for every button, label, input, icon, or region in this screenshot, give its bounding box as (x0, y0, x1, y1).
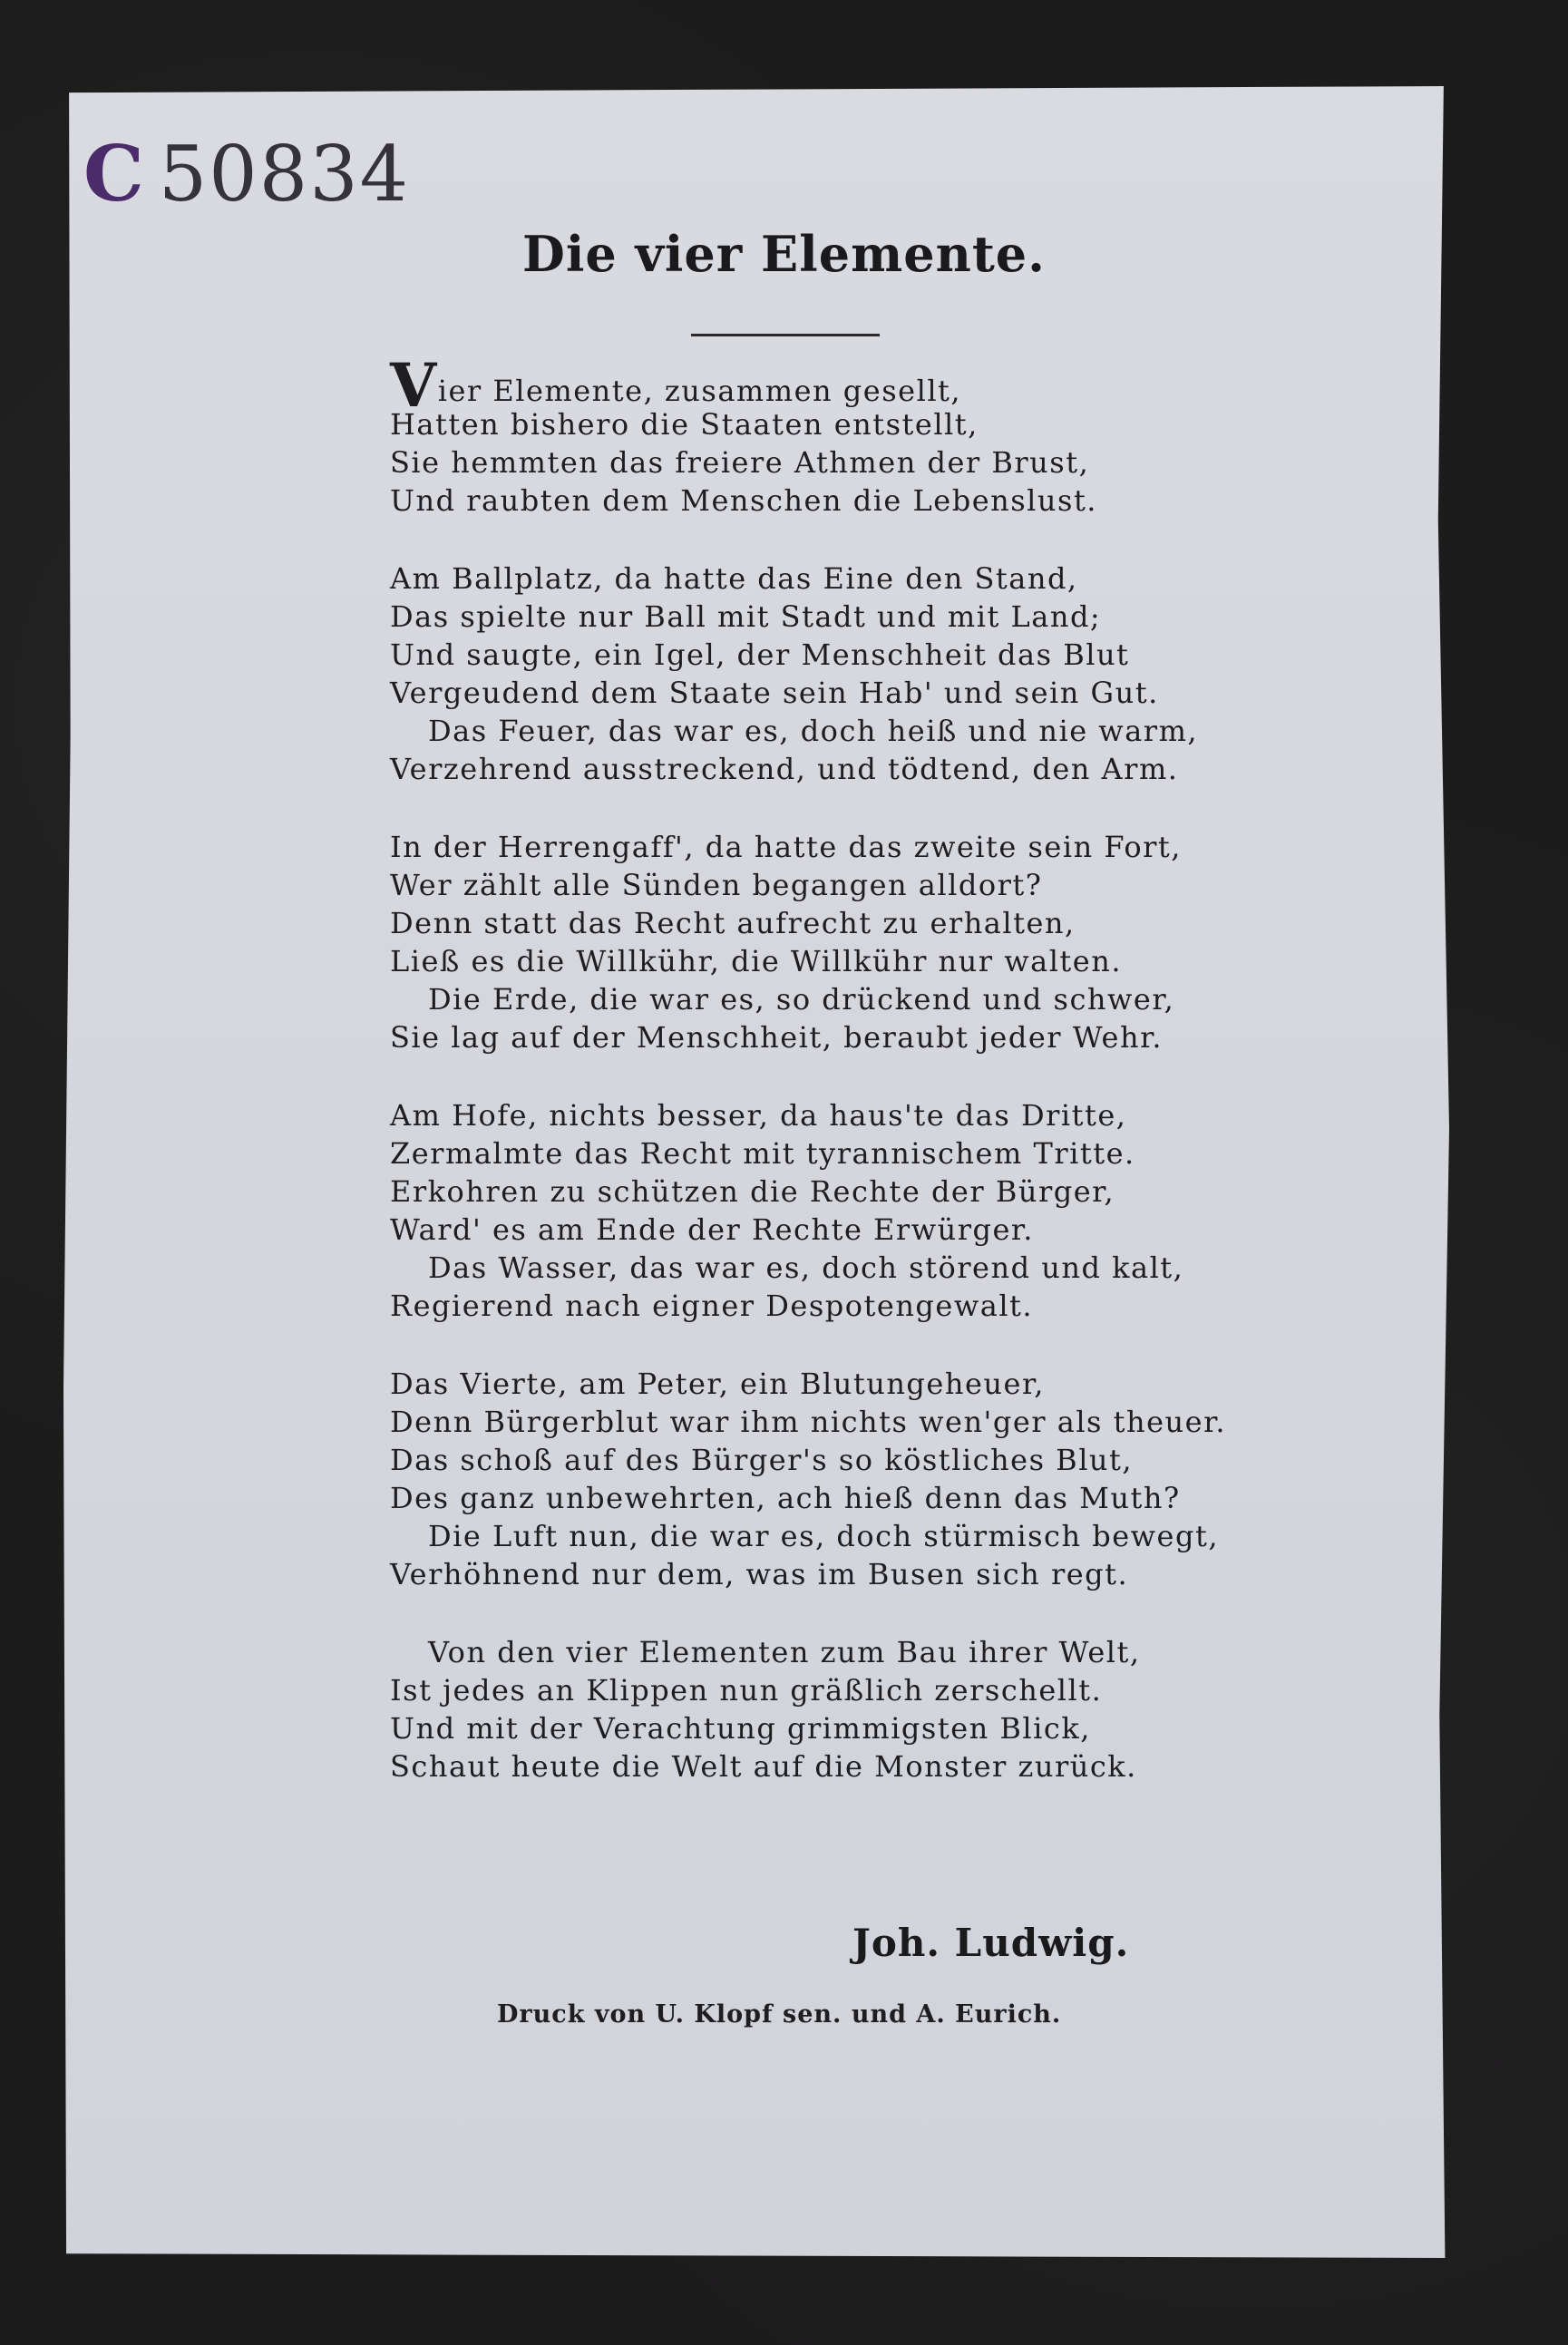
poem-line: Ist jedes an Klippen nun gräßlich zerschellt. (390, 1673, 1103, 1708)
poem-line: Und mit der Verachtung grimmigsten Blick, (390, 1711, 1091, 1746)
stanza-6 (390, 1633, 1297, 1786)
stanza-3 (390, 828, 1297, 1056)
printer-imprint: Druck von U. Klopf sen. und A. Eurich. (497, 2000, 1062, 2029)
poem-line: Am Ballplatz, da hatte das Eine den Stand, (390, 561, 1078, 596)
poem-line: Erkohren zu schützen die Rechte der Bürger, (390, 1174, 1115, 1209)
poem-line-text: ier Elemente, zusammen gesellt, (437, 374, 962, 408)
poem-line: Denn Bürgerblut war ihm nichts wen'ger als theuer. (390, 1405, 1227, 1439)
poem-line: In der Herrengaff', da hatte das zweite sein Fort, (390, 830, 1182, 864)
poem-line: Von den vier Elementen zum Bau ihrer Welt, (428, 1635, 1141, 1669)
poem-line: Denn statt das Recht aufrecht zu erhalten, (390, 906, 1076, 940)
poem-line: Zermalmte das Recht mit tyrannischem Tritte. (390, 1136, 1135, 1171)
drop-cap: V (390, 350, 438, 421)
poem-line: Hatten bishero die Staaten entstellt, (390, 407, 979, 442)
poem-line: Sie hemmten das freiere Athmen der Brust, (390, 445, 1090, 480)
stanza-2 (390, 559, 1297, 788)
poem-line: Vergeudend dem Staate sein Hab' und sein Gut. (390, 676, 1159, 710)
poem-line: Ward' es am Ende der Rechte Erwürger. (390, 1212, 1034, 1247)
poem-line: Ließ es die Willkühr, die Willkühr nur walten. (390, 944, 1122, 978)
poem-line: Das schoß auf des Bürger's so köstliches Blut, (390, 1443, 1134, 1477)
poem-line: Die Luft nun, die war es, doch stürmisch bewegt, (428, 1519, 1219, 1553)
author-signature: Joh. Ludwig. (852, 1921, 1130, 1965)
poem-line: Das Feuer, das war es, doch heiß und nie warm, (428, 714, 1199, 748)
catalog-digits: 50834 (158, 130, 411, 219)
poem-line: Und saugte, ein Igel, der Menschheit das Blut (390, 637, 1130, 672)
poem-line: Das Wasser, das war es, doch störend und kalt, (428, 1250, 1184, 1285)
poem-line: Schaut heute die Welt auf die Monster zurück. (390, 1749, 1137, 1784)
poem-line: Das Vierte, am Peter, ein Blutungeheuer, (390, 1367, 1045, 1401)
catalog-letter: C (83, 129, 146, 219)
poem-line: Am Hofe, nichts besser, da haus'te das Dritte, (390, 1098, 1127, 1133)
stanza-1 (390, 350, 1297, 520)
catalog-number (83, 129, 411, 219)
poem-title: Die vier Elemente. (522, 225, 1046, 283)
title-divider (691, 334, 880, 336)
poem-line: Das spielte nur Ball mit Stadt und mit Land; (390, 599, 1102, 634)
poem-line: Verzehrend ausstreckend, und tödtend, den Arm. (390, 752, 1179, 786)
poem-line: Wer zählt alle Sünden begangen alldort? (390, 868, 1043, 902)
stanza-4 (390, 1096, 1297, 1325)
poem-line: Des ganz unbewehrten, ach hieß denn das Muth? (390, 1481, 1181, 1515)
poem-line: Regierend nach eigner Despotengewalt. (390, 1289, 1034, 1323)
poem-line: Sie lag auf der Menschheit, beraubt jeder Wehr. (390, 1020, 1164, 1055)
poem-line: Die Erde, die war es, so drückend und schwer, (428, 982, 1175, 1017)
poem-line: Verhöhnend nur dem, was im Busen sich regt. (390, 1557, 1129, 1591)
poem-line: Und raubten dem Menschen die Lebenslust. (390, 483, 1097, 518)
poem-body (390, 350, 1297, 1825)
faded-stamp (399, 1367, 698, 1406)
poem-line (390, 350, 1297, 421)
